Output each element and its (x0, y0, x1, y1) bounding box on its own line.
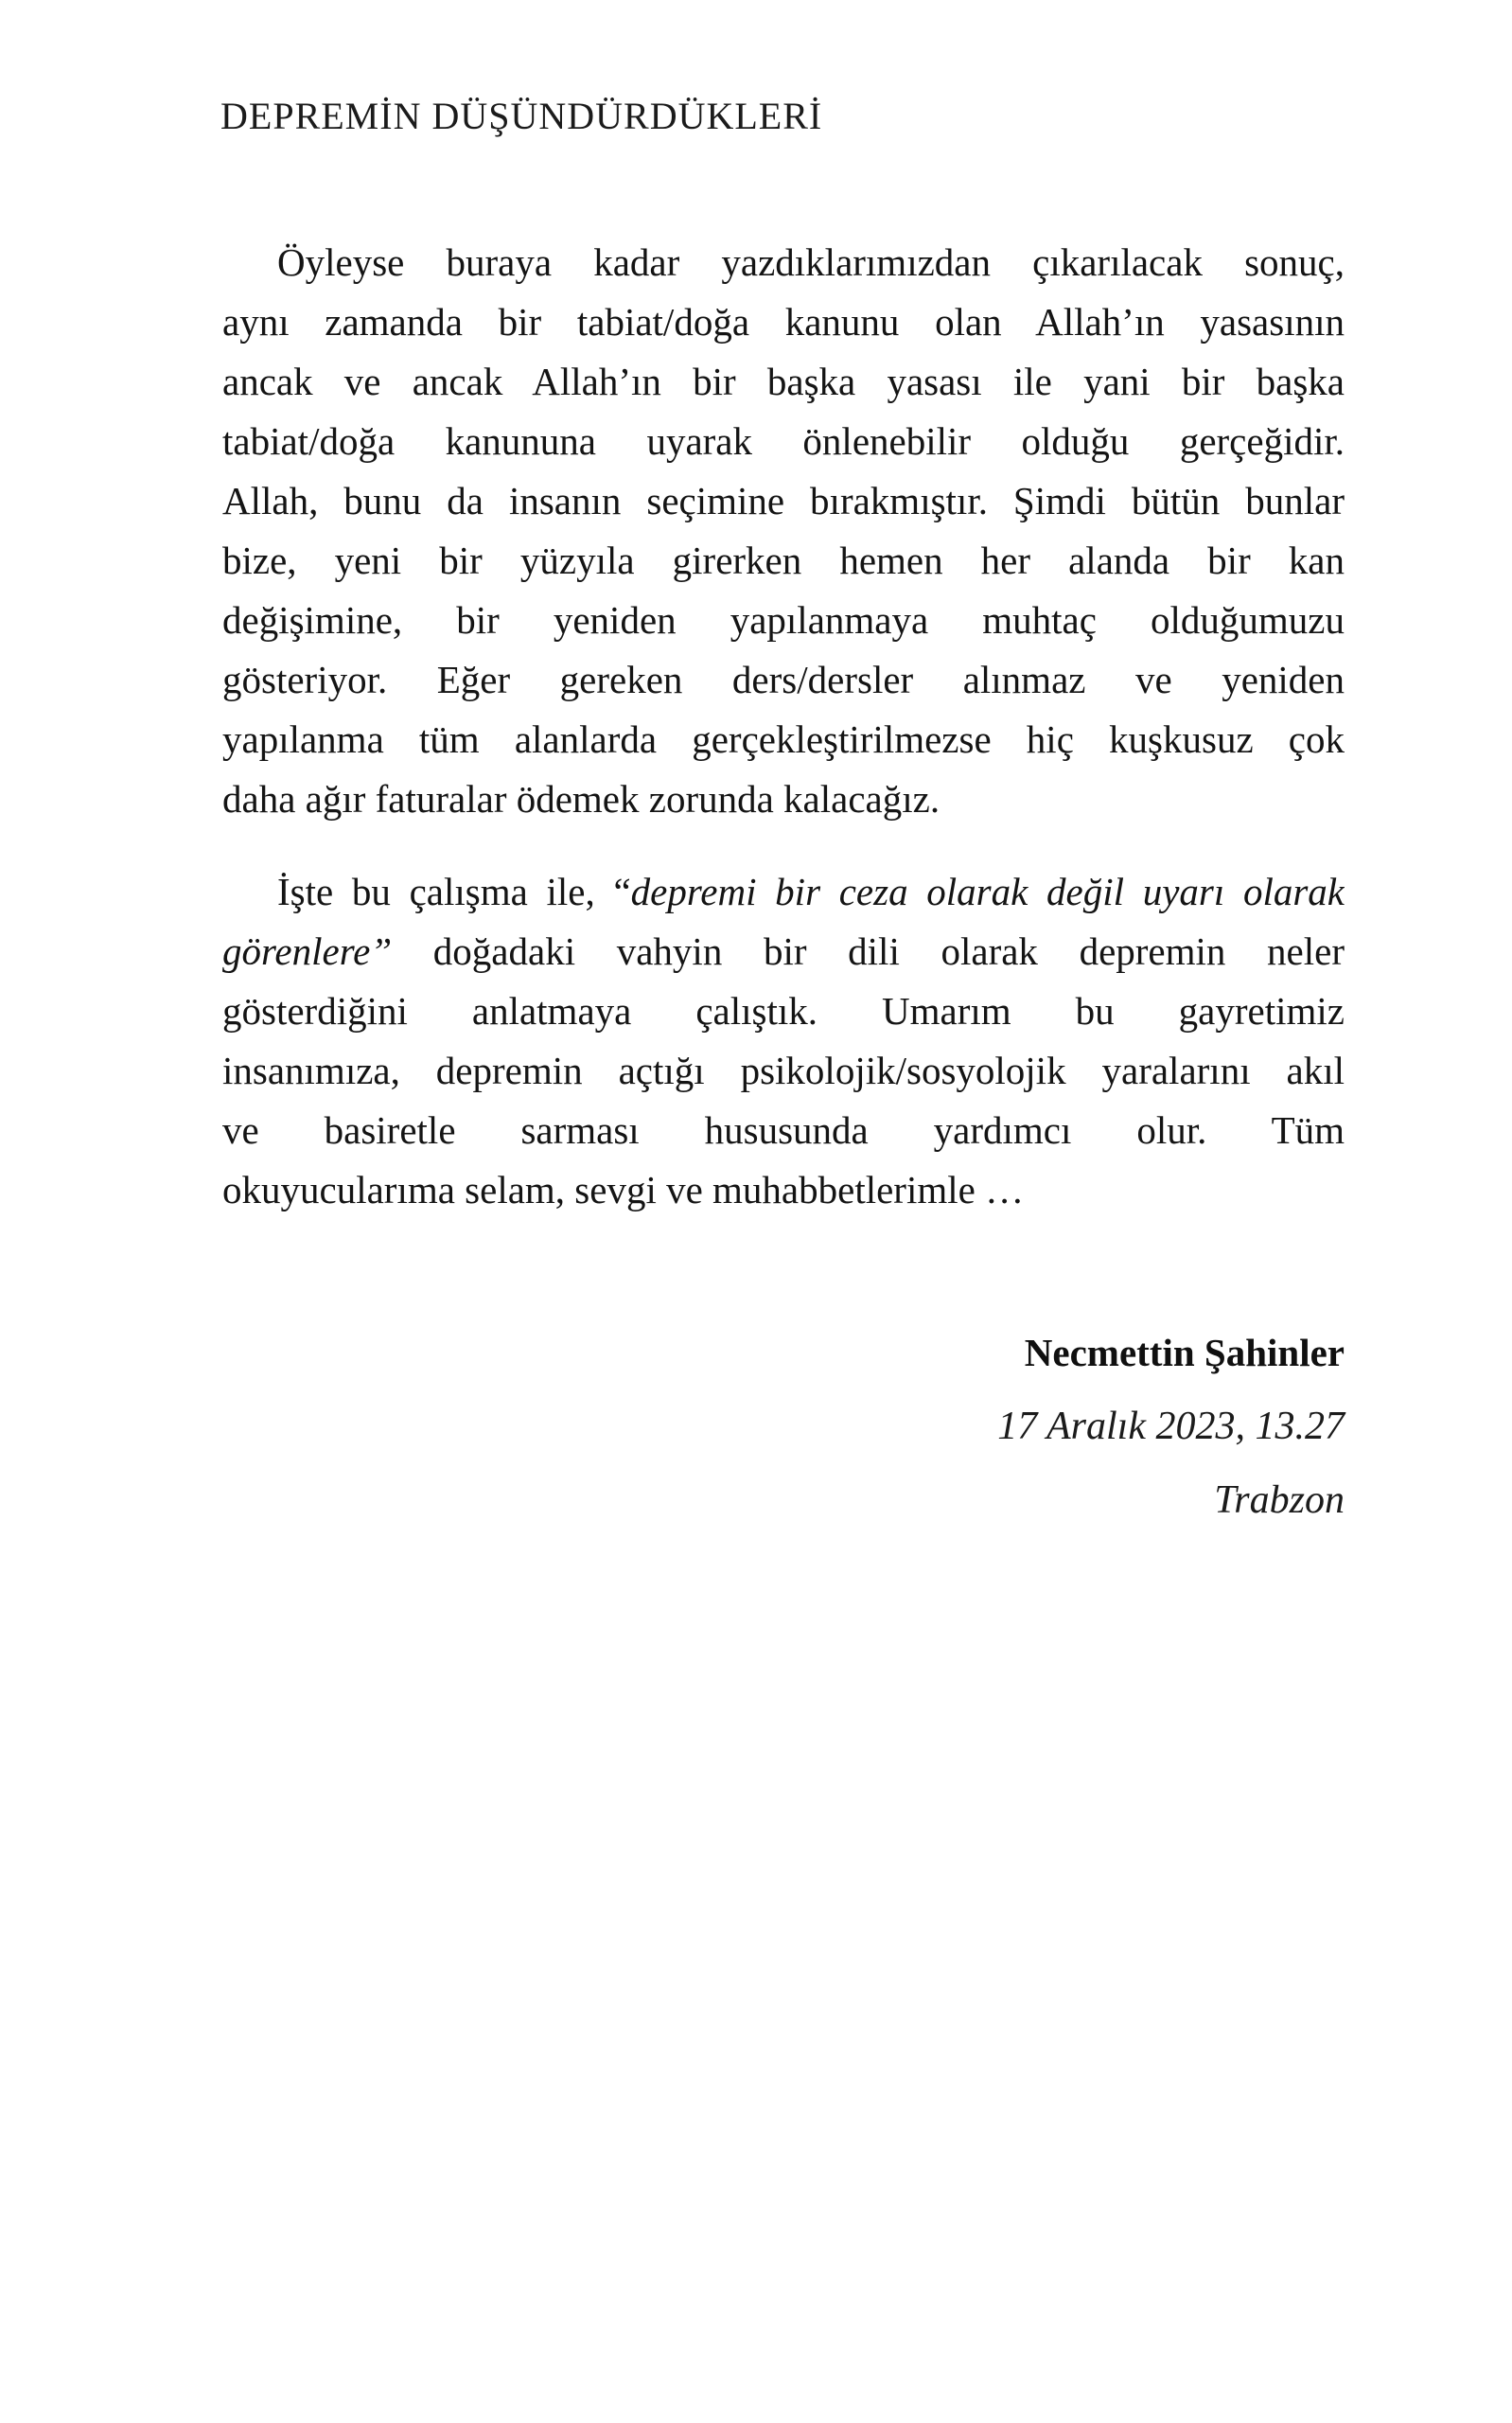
text-segment: Öyleyse buraya kadar yazdıklarımızdan çıkarılacak sonuç, (277, 240, 1345, 284)
text-line (222, 1101, 1345, 1160)
italic-text-segment: depremi bir ceza olarak değil uyarı olarak (630, 870, 1345, 913)
text-line (222, 982, 1345, 1041)
signature-block (588, 1323, 1345, 1530)
text-line (222, 412, 1345, 471)
chapter-header: DEPREMİN DÜŞÜNDÜRDÜKLERİ (220, 95, 823, 137)
text-segment: İşte bu çalışma ile, “ (277, 870, 631, 913)
text-line (222, 710, 1345, 769)
text-line (222, 591, 1345, 650)
author-name: Necmettin Şahinler (1024, 1331, 1345, 1374)
text-line (222, 650, 1345, 710)
text-line (222, 922, 1345, 982)
text-segment: değişimine, bir yeniden yapılanmaya muhtaç olduğumuzu (222, 598, 1345, 642)
text-segment: ancak ve ancak Allah’ın bir başka yasası ile yani bir başka (222, 360, 1345, 403)
text-segment: insanımıza, depremin açtığı psikolojik/sosyolojik yaralarını akıl (222, 1049, 1345, 1092)
paragraph-2 (222, 862, 1345, 1220)
text-line (222, 352, 1345, 412)
text-line (222, 531, 1345, 591)
text-segment: doğadaki vahyin bir dili olarak depremin neler (392, 929, 1345, 973)
text-segment: Allah, bunu da insanın seçimine bırakmıştır. Şimdi bütün bunlar (222, 479, 1345, 522)
paragraph-1 (222, 233, 1345, 829)
text-line (222, 292, 1345, 352)
text-segment: bize, yeni bir yüzyıla girerken hemen her alanda bir kan (222, 539, 1345, 582)
text-segment: yapılanma tüm alanlarda gerçekleştirilmezse hiç kuşkusuz çok (222, 717, 1345, 761)
text-segment: tabiat/doğa kanununa uyarak önlenebilir olduğu gerçeğidir. (222, 419, 1345, 463)
text-segment: ve basiretle sarması hususunda yardımcı olur. Tüm (222, 1108, 1345, 1152)
signature-date: 17 Aralık 2023, 13.27 (997, 1405, 1345, 1448)
text-segment: aynı zamanda bir tabiat/doğa kanunu olan Allah’ın yasasının (222, 300, 1345, 344)
text-line (222, 233, 1345, 292)
signature-place: Trabzon (1214, 1478, 1345, 1522)
text-line (222, 769, 1345, 829)
text-line (222, 471, 1345, 531)
italic-text-segment: görenlere” (222, 929, 393, 973)
text-line (222, 1041, 1345, 1101)
page-content (222, 0, 1345, 2423)
text-line (222, 1160, 1345, 1220)
text-segment: okuyucularıma selam, sevgi ve muhabbetlerimle … (222, 1168, 1025, 1212)
text-segment: gösterdiğini anlatmaya çalıştık. Umarım bu gayretimiz (222, 989, 1345, 1033)
text-line (222, 862, 1345, 922)
text-segment: daha ağır faturalar ödemek zorunda kalacağız. (222, 777, 941, 821)
text-segment: gösteriyor. Eğer gereken ders/dersler alınmaz ve yeniden (222, 658, 1345, 701)
